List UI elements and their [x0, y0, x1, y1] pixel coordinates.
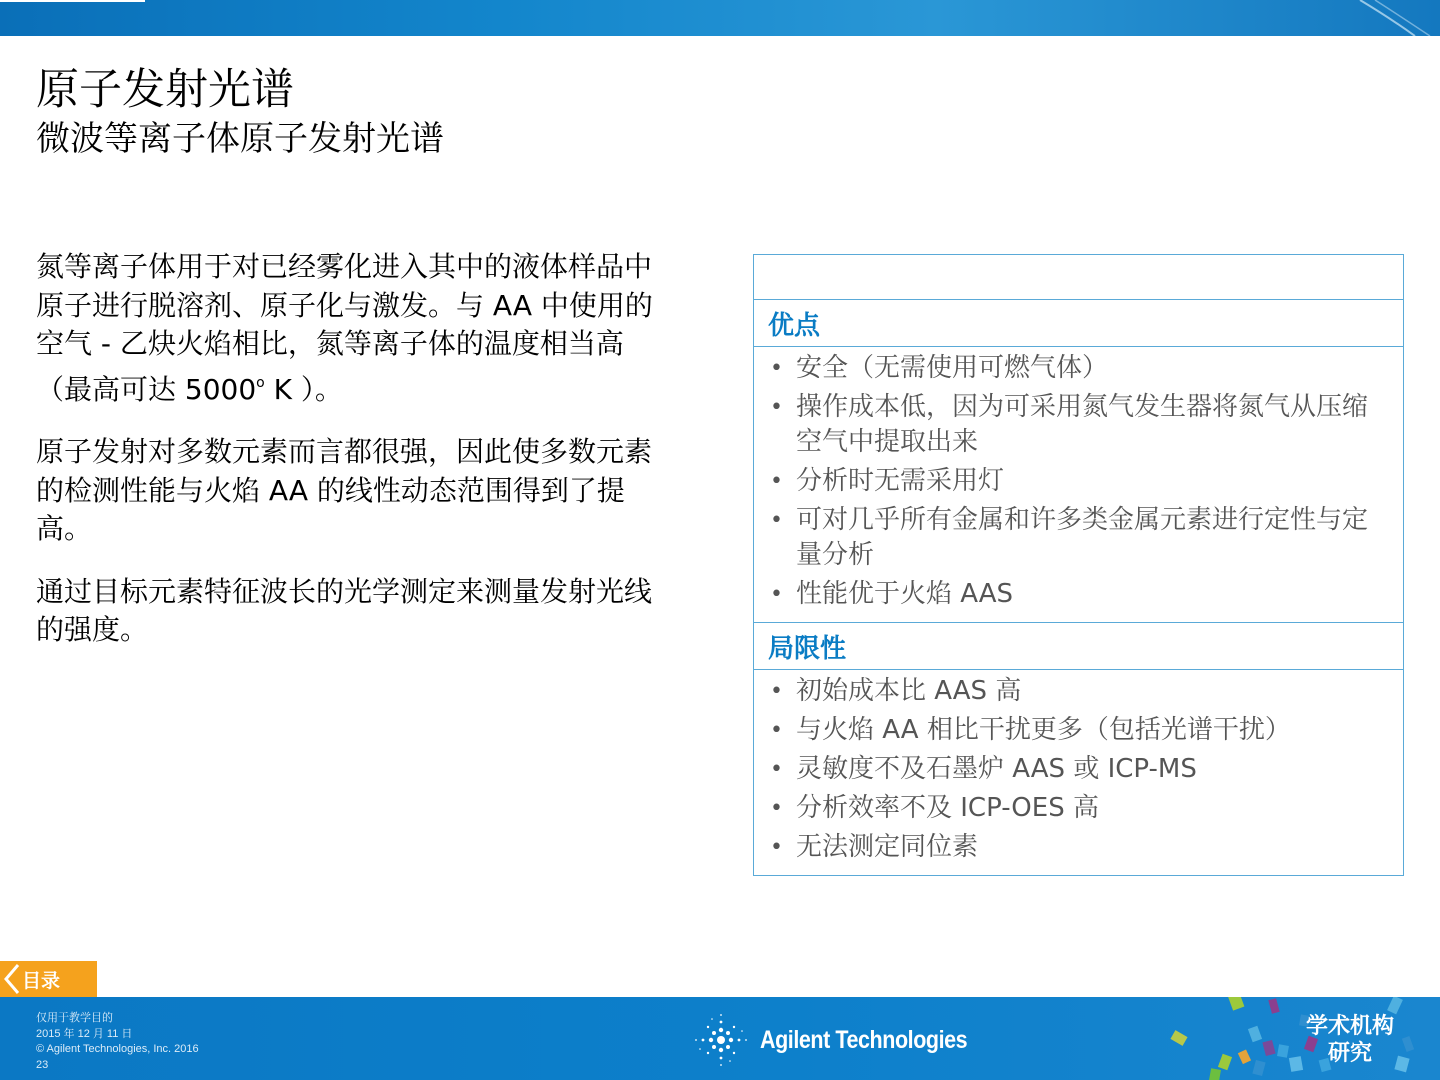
table-header-row: [754, 255, 1403, 300]
banner-accent-line: [0, 0, 145, 2]
list-item: • 分析效率不及 ICP-OES 高: [768, 791, 1389, 826]
agilent-spark-logo-icon: [692, 1011, 750, 1069]
footer-copyright: © Agilent Technologies, Inc. 2016: [36, 1043, 199, 1055]
top-banner: [0, 0, 1440, 36]
pixel-mosaic-decoration: [1160, 997, 1440, 1080]
degree-superscript: o: [256, 374, 265, 391]
body-text: [36, 248, 676, 674]
agilent-logo: [692, 1011, 1001, 1069]
list-item: • 操作成本低，因为可采用氮气发生器将氮气从压缩空气中提取出来: [768, 390, 1389, 460]
list-item: • 灵敏度不及石墨炉 AAS 或 ICP-MS: [768, 752, 1389, 787]
advantages-heading: 优点: [754, 300, 1403, 347]
footer: [0, 997, 1440, 1080]
academic-line-2: 研究: [1327, 1041, 1372, 1066]
footer-date: 2015 年 12 月 11 日: [36, 1027, 133, 1040]
footer-info: [36, 1011, 199, 1073]
list-item: • 可对几乎所有金属和许多类金属元素进行定性与定量分析: [768, 503, 1389, 573]
academic-research-label: [1306, 1013, 1394, 1067]
list-item: • 与火焰 AA 相比干扰更多（包括光谱干扰）: [768, 713, 1389, 748]
list-item: • 安全（无需使用可燃气体）: [768, 351, 1389, 386]
banner-swoosh-decoration: [1240, 0, 1440, 36]
paragraph-plasma: [36, 248, 676, 409]
paragraph-plasma-text: 氮等离子体用于对已经雾化进入其中的液体样品中原子进行脱溶剂、原子化与激发。与 AA 中使用的空气 - 乙炔火焰相比，氮等离子体的温度相当高（最高可达 5000: [36, 250, 653, 406]
paragraph-emission: 原子发射对多数元素而言都很强，因此使多数元素的检测性能与火焰 AA 的线性动态范围得到了提高。: [36, 435, 653, 545]
paragraph-plasma-end: K ）。: [264, 372, 343, 406]
limitations-list: [768, 674, 1389, 865]
toc-button-label: 目录: [22, 969, 61, 992]
list-item: • 性能优于火焰 AAS: [768, 577, 1389, 612]
page-subtitle: 微波等离子体原子发射光谱: [36, 119, 444, 159]
academic-line-1: 学术机构: [1305, 1014, 1394, 1039]
page-number: 23: [36, 1058, 49, 1071]
paragraph-measurement: 通过目标元素特征波长的光学测定来测量发射光线的强度。: [36, 574, 653, 646]
list-item: • 无法测定同位素: [768, 830, 1389, 865]
limitations-list-row: [754, 670, 1403, 875]
pros-cons-table: [753, 254, 1404, 876]
toc-button[interactable]: [0, 961, 97, 997]
chevron-left-icon: [0, 961, 22, 997]
advantages-list-row: [754, 347, 1403, 623]
footer-purpose: 仅用于教学目的: [36, 1012, 113, 1024]
page-title: 原子发射光谱: [36, 65, 294, 115]
limitations-heading: 局限性: [754, 623, 1403, 670]
list-item: • 初始成本比 AAS 高: [768, 674, 1389, 709]
company-name: Agilent Technologies: [760, 1025, 968, 1054]
list-item: • 分析时无需采用灯: [768, 464, 1389, 499]
advantages-list: [768, 351, 1389, 612]
